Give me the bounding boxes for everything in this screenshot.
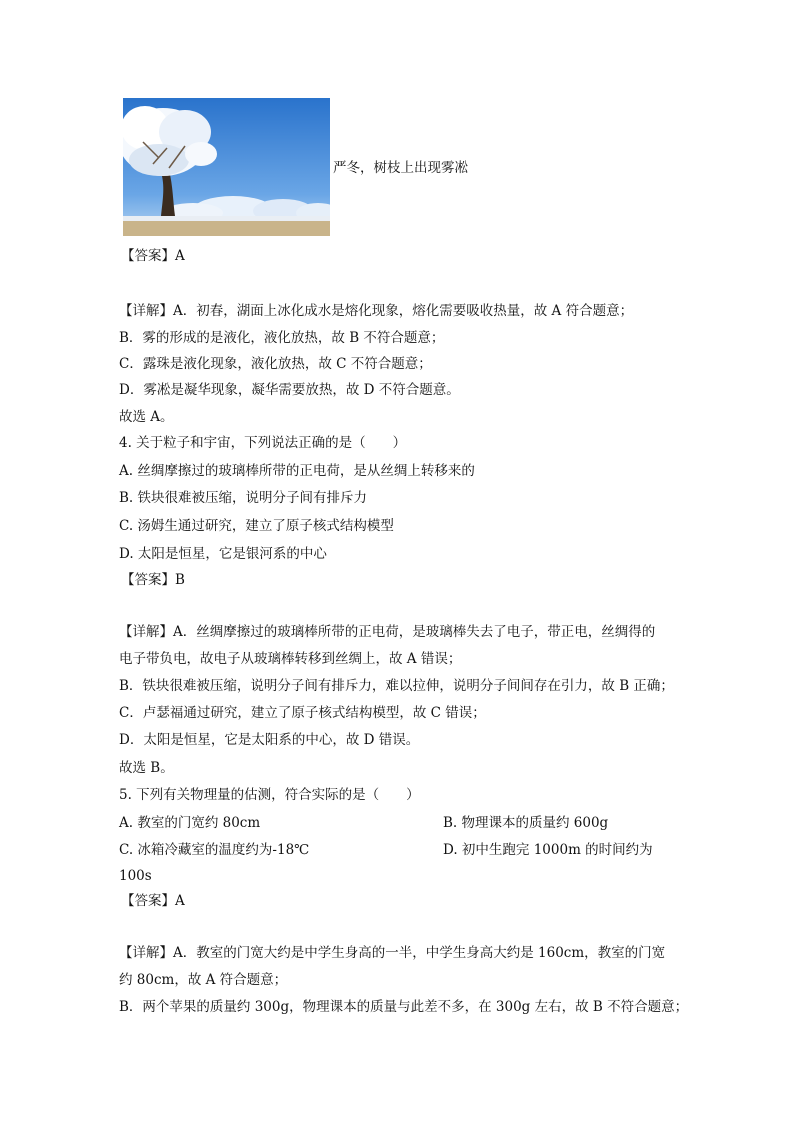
- answer-q5: 【答案】A: [121, 893, 185, 909]
- question-5-option-a: A. 教室的门宽约 80cm: [119, 815, 261, 831]
- question-4-option-b: B. 铁块很难被压缩，说明分子间有排斥力: [119, 490, 368, 506]
- answer-q4: 【答案】B: [121, 572, 185, 588]
- explanation-q4-c: C．卢瑟福通过研究，建立了原子核式结构模型，故 C 错误；: [119, 705, 486, 721]
- question-5-option-c: C. 冰箱冷藏室的温度约为-18℃: [119, 842, 310, 858]
- conclusion-q3: 故选 A。: [119, 409, 174, 425]
- explanation-q5-a: 【详解】A．教室的门宽大约是中学生身高的一半，中学生身高大约是 160cm，教室的门宽: [119, 945, 666, 961]
- question-5-stem: 5. 下列有关物理量的估测，符合实际的是（ ）: [119, 787, 420, 803]
- explanation-q3-d: D．雾凇是凝华现象，凝华需要放热，故 D 不符合题意。: [119, 382, 460, 398]
- explanation-q3-b: B．雾的形成的是液化，液化放热，故 B 不符合题意；: [119, 330, 445, 346]
- answer-q3: 【答案】A: [121, 248, 185, 264]
- explanation-q3-c: C．露珠是液化现象，液化放热，故 C 不符合题意；: [119, 356, 432, 372]
- question-4-option-c: C. 汤姆生通过研究，建立了原子核式结构模型: [119, 518, 394, 534]
- question-4-option-a: A. 丝绸摩擦过的玻璃棒所带的正电荷，是从丝绸上转移来的: [119, 463, 475, 479]
- question-4-stem: 4. 关于粒子和宇宙，下列说法正确的是（ ）: [119, 435, 407, 451]
- photo-caption: 严冬，树枝上出现雾凇: [333, 160, 468, 176]
- explanation-q4-a-cont: 电子带负电，故电子从玻璃棒转移到丝绸上，故 A 错误；: [119, 651, 462, 667]
- question-4-option-d: D. 太阳是恒星，它是银河系的中心: [119, 546, 327, 562]
- conclusion-q4: 故选 B。: [119, 760, 174, 776]
- explanation-q4-d: D．太阳是恒星，它是太阳系的中心，故 D 错误。: [119, 732, 420, 748]
- question-5-option-d-cont: 100s: [119, 868, 152, 884]
- explanation-q4-a: 【详解】A．丝绸摩擦过的玻璃棒所带的正电荷，是玻璃棒失去了电子，带正电，丝绸得的: [119, 624, 656, 640]
- explanation-q5-b: B．两个苹果的质量约 300g，物理课本的质量与此差不多，在 300g 左右，故 B 不符合题意；: [119, 999, 689, 1015]
- explanation-q5-a-cont: 约 80cm，故 A 符合题意；: [119, 972, 288, 988]
- question-5-option-b: B. 物理课本的质量约 600g: [443, 815, 609, 831]
- explanation-q3-a: 【详解】A．初春，湖面上冰化成水是熔化现象，熔化需要吸收热量，故 A 符合题意；: [119, 303, 634, 319]
- question-5-option-d: D. 初中生跑完 1000m 的时间约为: [443, 842, 653, 858]
- explanation-q4-b: B．铁块很难被压缩，说明分子间有排斥力，难以拉伸，说明分子间间存在引力，故 B 正确；: [119, 678, 674, 694]
- rime-tree-photo: [123, 98, 330, 236]
